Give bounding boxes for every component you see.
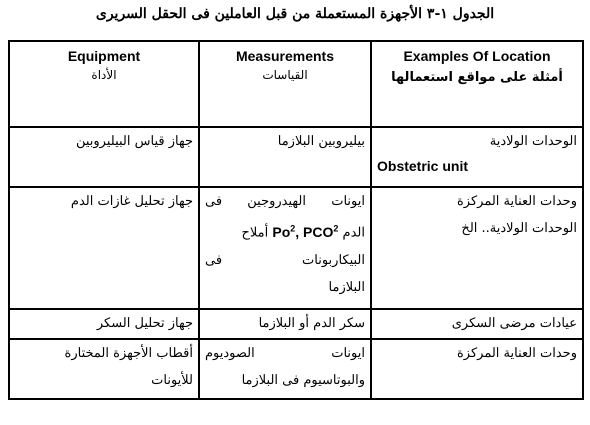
- cell-measurement: سكر الدم أو البلازما: [199, 309, 371, 339]
- equipment-line: للأيونات: [151, 373, 193, 388]
- table-caption: الجدول ١-٣ الأجهزة المستعملة من قبل العاملين فى الحقل السريرى: [95, 6, 495, 22]
- cell-location: [371, 127, 583, 187]
- location-line: وحدات العناية المركزة: [456, 194, 577, 209]
- measurement-line: البيكاربونات فى: [205, 252, 365, 268]
- header-measurements: [199, 41, 371, 127]
- cell-location: عيادات مرضى السكرى: [371, 309, 583, 339]
- cell-measurement: [199, 339, 371, 399]
- header-equipment-en: Equipment: [67, 48, 141, 64]
- cell-location: وحدات العناية المركزة: [371, 339, 583, 399]
- cell-equipment: جهاز تحليل السكر: [9, 309, 199, 339]
- formula-separator: ,: [295, 223, 304, 240]
- header-location: [371, 41, 583, 127]
- cell-equipment: جهاز قياس البيليروبين: [9, 127, 199, 187]
- equipment-table: [8, 40, 584, 400]
- header-measurements-en: Measurements: [235, 48, 335, 64]
- header-measurements-ar: القياسات: [262, 68, 308, 82]
- po2-label: Po: [272, 223, 291, 240]
- cell-equipment: جهاز تحليل غازات الدم: [9, 187, 199, 309]
- table-row: [9, 339, 583, 399]
- pco2-label: PCO: [303, 223, 334, 240]
- table-row: [9, 187, 583, 309]
- measurement-line: ايونات الهيدروجين فى: [205, 194, 365, 209]
- po2-subscript: 2: [290, 223, 296, 233]
- measurement-line: والبوتاسيوم فى البلازما: [241, 373, 365, 388]
- measurement-line: ايونات الصوديوم: [205, 346, 365, 361]
- header-location-en: Examples Of Location: [403, 48, 551, 64]
- location-en: Obstetric unit: [377, 158, 469, 174]
- table-row: [9, 309, 583, 339]
- measurement-text: الدم: [342, 225, 365, 241]
- header-equipment: [9, 41, 199, 127]
- header-equipment-ar: الأداة: [91, 68, 117, 82]
- cell-equipment: [9, 339, 199, 399]
- table-row: [9, 127, 583, 187]
- equipment-line: أقطاب الأجهزة المختارة: [64, 346, 193, 361]
- cell-location: [371, 187, 583, 309]
- chemical-formula: [272, 224, 338, 240]
- measurement-line: البلازما: [328, 279, 365, 295]
- location-ar: الوحدات الولادية: [489, 134, 577, 149]
- location-line: الوحدات الولادية.. الخ: [461, 221, 577, 236]
- measurement-line: [205, 215, 365, 247]
- header-location-ar: أمثلة على مواقع استعمالها: [391, 70, 563, 85]
- header-row: [9, 41, 583, 127]
- cell-measurement: [199, 187, 371, 309]
- pco2-subscript: 2: [333, 223, 339, 233]
- cell-measurement: بيليروبين البلازما: [199, 127, 371, 187]
- measurement-text: أملاح: [241, 225, 269, 241]
